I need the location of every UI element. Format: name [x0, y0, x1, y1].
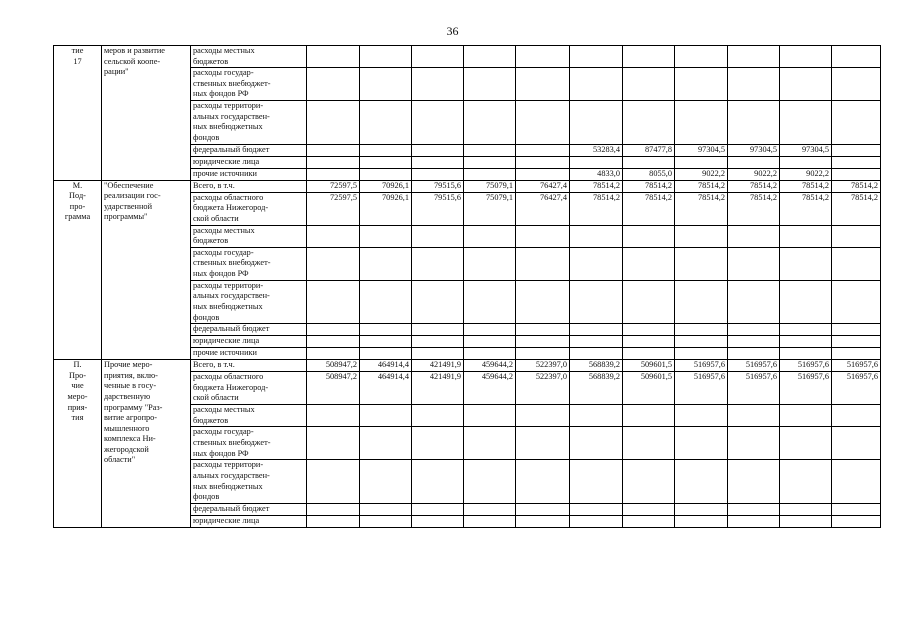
value-cell — [412, 68, 464, 101]
value-cell — [780, 247, 832, 280]
value-cell — [832, 156, 881, 168]
value-cell: 87477,8 — [623, 144, 675, 156]
value-cell — [360, 503, 412, 515]
funding-source-cell: федеральный бюджет — [191, 503, 307, 515]
funding-source-cell: расходы государ- ственных внебюджет- ных фондов РФ — [191, 427, 307, 460]
value-cell — [832, 427, 881, 460]
value-cell — [832, 144, 881, 156]
value-cell — [464, 101, 516, 144]
value-cell — [464, 156, 516, 168]
value-cell: 516957,6 — [832, 360, 881, 372]
value-cell: 78514,2 — [623, 180, 675, 192]
value-cell — [516, 427, 570, 460]
value-cell — [412, 427, 464, 460]
value-cell — [780, 280, 832, 323]
value-cell — [516, 156, 570, 168]
value-cell — [412, 144, 464, 156]
funding-source-cell: расходы территори- альных государствен- ных внебюджетных фондов — [191, 460, 307, 503]
value-cell: 421491,9 — [412, 372, 464, 405]
value-cell — [728, 156, 780, 168]
funding-source-cell: юридические лица — [191, 156, 307, 168]
value-cell — [832, 46, 881, 68]
table-row — [54, 46, 881, 68]
value-cell — [780, 515, 832, 527]
value-cell — [675, 348, 728, 360]
value-cell — [623, 336, 675, 348]
value-cell — [412, 168, 464, 180]
value-cell: 70926,1 — [360, 192, 412, 225]
value-cell — [728, 460, 780, 503]
value-cell: 78514,2 — [832, 180, 881, 192]
page-number: 36 — [446, 24, 459, 38]
value-cell — [516, 348, 570, 360]
value-cell: 97304,5 — [780, 144, 832, 156]
value-cell — [412, 460, 464, 503]
value-cell — [516, 68, 570, 101]
value-cell — [464, 225, 516, 247]
funding-source-cell: расходы областного бюджета Нижегород- ской области — [191, 192, 307, 225]
value-cell — [675, 503, 728, 515]
value-cell — [832, 68, 881, 101]
value-cell — [464, 46, 516, 68]
value-cell — [570, 68, 623, 101]
value-cell — [307, 225, 360, 247]
value-cell — [307, 68, 360, 101]
value-cell — [728, 280, 780, 323]
row-code-cell: тие 17 — [54, 46, 102, 181]
value-cell: 508947,2 — [307, 360, 360, 372]
value-cell — [516, 503, 570, 515]
value-cell — [675, 336, 728, 348]
value-cell — [464, 68, 516, 101]
value-cell — [412, 225, 464, 247]
value-cell — [675, 156, 728, 168]
value-cell — [675, 280, 728, 323]
value-cell: 72597,5 — [307, 180, 360, 192]
value-cell: 78514,2 — [623, 192, 675, 225]
value-cell — [780, 427, 832, 460]
value-cell — [780, 101, 832, 144]
value-cell — [623, 247, 675, 280]
value-cell — [832, 348, 881, 360]
value-cell — [623, 225, 675, 247]
value-cell — [412, 156, 464, 168]
value-cell — [360, 46, 412, 68]
value-cell: 97304,5 — [728, 144, 780, 156]
value-cell — [623, 280, 675, 323]
value-cell — [832, 503, 881, 515]
value-cell — [570, 515, 623, 527]
value-cell — [623, 405, 675, 427]
value-cell — [570, 405, 623, 427]
value-cell — [516, 405, 570, 427]
value-cell — [464, 144, 516, 156]
value-cell — [780, 405, 832, 427]
value-cell: 9022,2 — [780, 168, 832, 180]
value-cell — [832, 336, 881, 348]
value-cell — [307, 460, 360, 503]
value-cell — [675, 405, 728, 427]
value-cell — [464, 405, 516, 427]
funding-source-cell: федеральный бюджет — [191, 144, 307, 156]
value-cell — [570, 280, 623, 323]
value-cell — [412, 46, 464, 68]
value-cell — [675, 515, 728, 527]
value-cell — [832, 515, 881, 527]
value-cell — [832, 225, 881, 247]
value-cell — [675, 247, 728, 280]
value-cell — [360, 280, 412, 323]
value-cell — [570, 336, 623, 348]
value-cell — [728, 225, 780, 247]
funding-source-cell: расходы государ- ственных внебюджет- ных фондов РФ — [191, 68, 307, 101]
value-cell — [360, 348, 412, 360]
row-name-cell: меров и развитие сельской коопе- рации" — [102, 46, 191, 181]
value-cell: 522397,0 — [516, 360, 570, 372]
budget-table — [53, 45, 881, 528]
value-cell — [728, 503, 780, 515]
value-cell — [464, 348, 516, 360]
row-code-cell: П. Про- чие меро- прия- тия — [54, 360, 102, 528]
value-cell — [307, 247, 360, 280]
value-cell: 78514,2 — [728, 180, 780, 192]
value-cell — [307, 168, 360, 180]
value-cell — [780, 156, 832, 168]
value-cell — [464, 324, 516, 336]
value-cell — [728, 336, 780, 348]
funding-source-cell: расходы местных бюджетов — [191, 225, 307, 247]
funding-source-cell: прочие источники — [191, 168, 307, 180]
value-cell — [675, 101, 728, 144]
value-cell: 421491,9 — [412, 360, 464, 372]
funding-source-cell: юридические лица — [191, 515, 307, 527]
value-cell: 464914,4 — [360, 372, 412, 405]
value-cell — [675, 324, 728, 336]
budget-table-body — [54, 46, 881, 528]
value-cell — [464, 503, 516, 515]
funding-source-cell: юридические лица — [191, 336, 307, 348]
value-cell — [675, 427, 728, 460]
value-cell — [780, 336, 832, 348]
value-cell — [412, 336, 464, 348]
value-cell — [570, 225, 623, 247]
value-cell: 9022,2 — [728, 168, 780, 180]
funding-source-cell: расходы областного бюджета Нижегород- ской области — [191, 372, 307, 405]
value-cell — [412, 515, 464, 527]
value-cell — [412, 101, 464, 144]
value-cell: 72597,5 — [307, 192, 360, 225]
value-cell — [623, 427, 675, 460]
value-cell — [570, 503, 623, 515]
value-cell — [307, 46, 360, 68]
value-cell — [516, 515, 570, 527]
value-cell — [832, 280, 881, 323]
value-cell — [412, 503, 464, 515]
funding-source-cell: расходы территори- альных государствен- ных внебюджетных фондов — [191, 280, 307, 323]
value-cell — [728, 348, 780, 360]
row-name-cell: Прочие меро- приятия, вклю- ченные в госу- дарственную программу "Раз- витие агропро- мышленного комплекса Ни- жегородской области" — [102, 360, 191, 528]
funding-source-cell: расходы территори- альных государствен- ных внебюджетных фондов — [191, 101, 307, 144]
value-cell — [832, 168, 881, 180]
value-cell — [412, 348, 464, 360]
value-cell: 78514,2 — [728, 192, 780, 225]
value-cell: 78514,2 — [570, 192, 623, 225]
value-cell — [360, 68, 412, 101]
value-cell — [623, 348, 675, 360]
value-cell — [307, 503, 360, 515]
value-cell: 568839,2 — [570, 360, 623, 372]
value-cell — [516, 168, 570, 180]
value-cell: 516957,6 — [675, 360, 728, 372]
value-cell — [412, 247, 464, 280]
value-cell — [516, 101, 570, 144]
funding-source-cell: расходы местных бюджетов — [191, 405, 307, 427]
value-cell: 516957,6 — [728, 372, 780, 405]
value-cell — [780, 68, 832, 101]
value-cell: 75079,1 — [464, 180, 516, 192]
value-cell: 78514,2 — [675, 192, 728, 225]
value-cell — [307, 324, 360, 336]
value-cell — [728, 405, 780, 427]
value-cell: 4833,0 — [570, 168, 623, 180]
value-cell — [360, 515, 412, 527]
value-cell: 459644,2 — [464, 360, 516, 372]
value-cell — [623, 68, 675, 101]
value-cell — [570, 46, 623, 68]
value-cell: 76427,4 — [516, 192, 570, 225]
funding-source-cell: Всего, в т.ч. — [191, 360, 307, 372]
value-cell: 522397,0 — [516, 372, 570, 405]
value-cell: 509601,5 — [623, 360, 675, 372]
value-cell — [360, 156, 412, 168]
value-cell — [675, 46, 728, 68]
value-cell — [570, 247, 623, 280]
value-cell — [780, 324, 832, 336]
value-cell — [780, 225, 832, 247]
row-code-cell: М. Под- про- грамма — [54, 180, 102, 360]
funding-source-cell: расходы местных бюджетов — [191, 46, 307, 68]
value-cell: 76427,4 — [516, 180, 570, 192]
value-cell — [832, 405, 881, 427]
value-cell — [675, 460, 728, 503]
value-cell — [780, 503, 832, 515]
value-cell — [623, 101, 675, 144]
value-cell — [516, 324, 570, 336]
value-cell — [516, 247, 570, 280]
value-cell — [360, 336, 412, 348]
value-cell — [832, 324, 881, 336]
value-cell — [307, 405, 360, 427]
value-cell: 509601,5 — [623, 372, 675, 405]
funding-source-cell: расходы государ- ственных внебюджет- ных фондов РФ — [191, 247, 307, 280]
value-cell — [360, 405, 412, 427]
value-cell: 79515,6 — [412, 180, 464, 192]
value-cell — [412, 280, 464, 323]
value-cell — [623, 46, 675, 68]
value-cell — [360, 101, 412, 144]
value-cell — [728, 515, 780, 527]
value-cell — [623, 324, 675, 336]
value-cell — [307, 156, 360, 168]
value-cell — [360, 168, 412, 180]
value-cell — [307, 427, 360, 460]
value-cell — [307, 101, 360, 144]
value-cell — [516, 46, 570, 68]
value-cell — [412, 405, 464, 427]
value-cell: 516957,6 — [728, 360, 780, 372]
value-cell — [780, 46, 832, 68]
value-cell — [464, 336, 516, 348]
funding-source-cell: федеральный бюджет — [191, 324, 307, 336]
value-cell — [728, 101, 780, 144]
row-name-cell: "Обеспечение реализации гос- ударственной программы" — [102, 180, 191, 360]
value-cell — [780, 348, 832, 360]
value-cell: 516957,6 — [675, 372, 728, 405]
value-cell — [516, 225, 570, 247]
value-cell — [464, 168, 516, 180]
value-cell: 75079,1 — [464, 192, 516, 225]
value-cell: 78514,2 — [780, 180, 832, 192]
value-cell — [623, 515, 675, 527]
value-cell — [623, 460, 675, 503]
value-cell — [516, 460, 570, 503]
value-cell — [307, 515, 360, 527]
value-cell — [728, 68, 780, 101]
value-cell — [728, 46, 780, 68]
value-cell: 79515,6 — [412, 192, 464, 225]
value-cell: 78514,2 — [832, 192, 881, 225]
value-cell: 78514,2 — [570, 180, 623, 192]
value-cell — [570, 101, 623, 144]
value-cell — [728, 427, 780, 460]
value-cell: 78514,2 — [675, 180, 728, 192]
value-cell — [307, 348, 360, 360]
value-cell — [307, 280, 360, 323]
value-cell — [516, 280, 570, 323]
value-cell — [832, 247, 881, 280]
value-cell: 9022,2 — [675, 168, 728, 180]
value-cell: 459644,2 — [464, 372, 516, 405]
value-cell — [464, 247, 516, 280]
funding-source-cell: Всего, в т.ч. — [191, 180, 307, 192]
value-cell: 53283,4 — [570, 144, 623, 156]
value-cell — [516, 144, 570, 156]
funding-source-cell: прочие источники — [191, 348, 307, 360]
value-cell — [623, 156, 675, 168]
value-cell — [464, 515, 516, 527]
value-cell — [412, 324, 464, 336]
value-cell — [728, 324, 780, 336]
value-cell: 516957,6 — [780, 372, 832, 405]
table-row — [54, 180, 881, 192]
value-cell — [464, 427, 516, 460]
value-cell: 516957,6 — [780, 360, 832, 372]
value-cell — [360, 427, 412, 460]
value-cell — [675, 225, 728, 247]
value-cell — [675, 68, 728, 101]
value-cell — [570, 427, 623, 460]
value-cell — [360, 324, 412, 336]
value-cell — [307, 144, 360, 156]
value-cell: 508947,2 — [307, 372, 360, 405]
value-cell — [464, 460, 516, 503]
value-cell — [360, 247, 412, 280]
table-row — [54, 360, 881, 372]
value-cell — [464, 280, 516, 323]
value-cell: 464914,4 — [360, 360, 412, 372]
value-cell: 97304,5 — [675, 144, 728, 156]
value-cell: 516957,6 — [832, 372, 881, 405]
value-cell — [570, 460, 623, 503]
value-cell — [516, 336, 570, 348]
value-cell — [570, 156, 623, 168]
value-cell — [570, 348, 623, 360]
value-cell — [307, 336, 360, 348]
value-cell — [360, 460, 412, 503]
value-cell — [832, 101, 881, 144]
value-cell — [832, 460, 881, 503]
value-cell: 78514,2 — [780, 192, 832, 225]
value-cell — [780, 460, 832, 503]
value-cell — [360, 144, 412, 156]
value-cell: 70926,1 — [360, 180, 412, 192]
value-cell — [570, 324, 623, 336]
value-cell — [360, 225, 412, 247]
value-cell: 568839,2 — [570, 372, 623, 405]
value-cell — [623, 503, 675, 515]
value-cell: 8055,0 — [623, 168, 675, 180]
value-cell — [728, 247, 780, 280]
